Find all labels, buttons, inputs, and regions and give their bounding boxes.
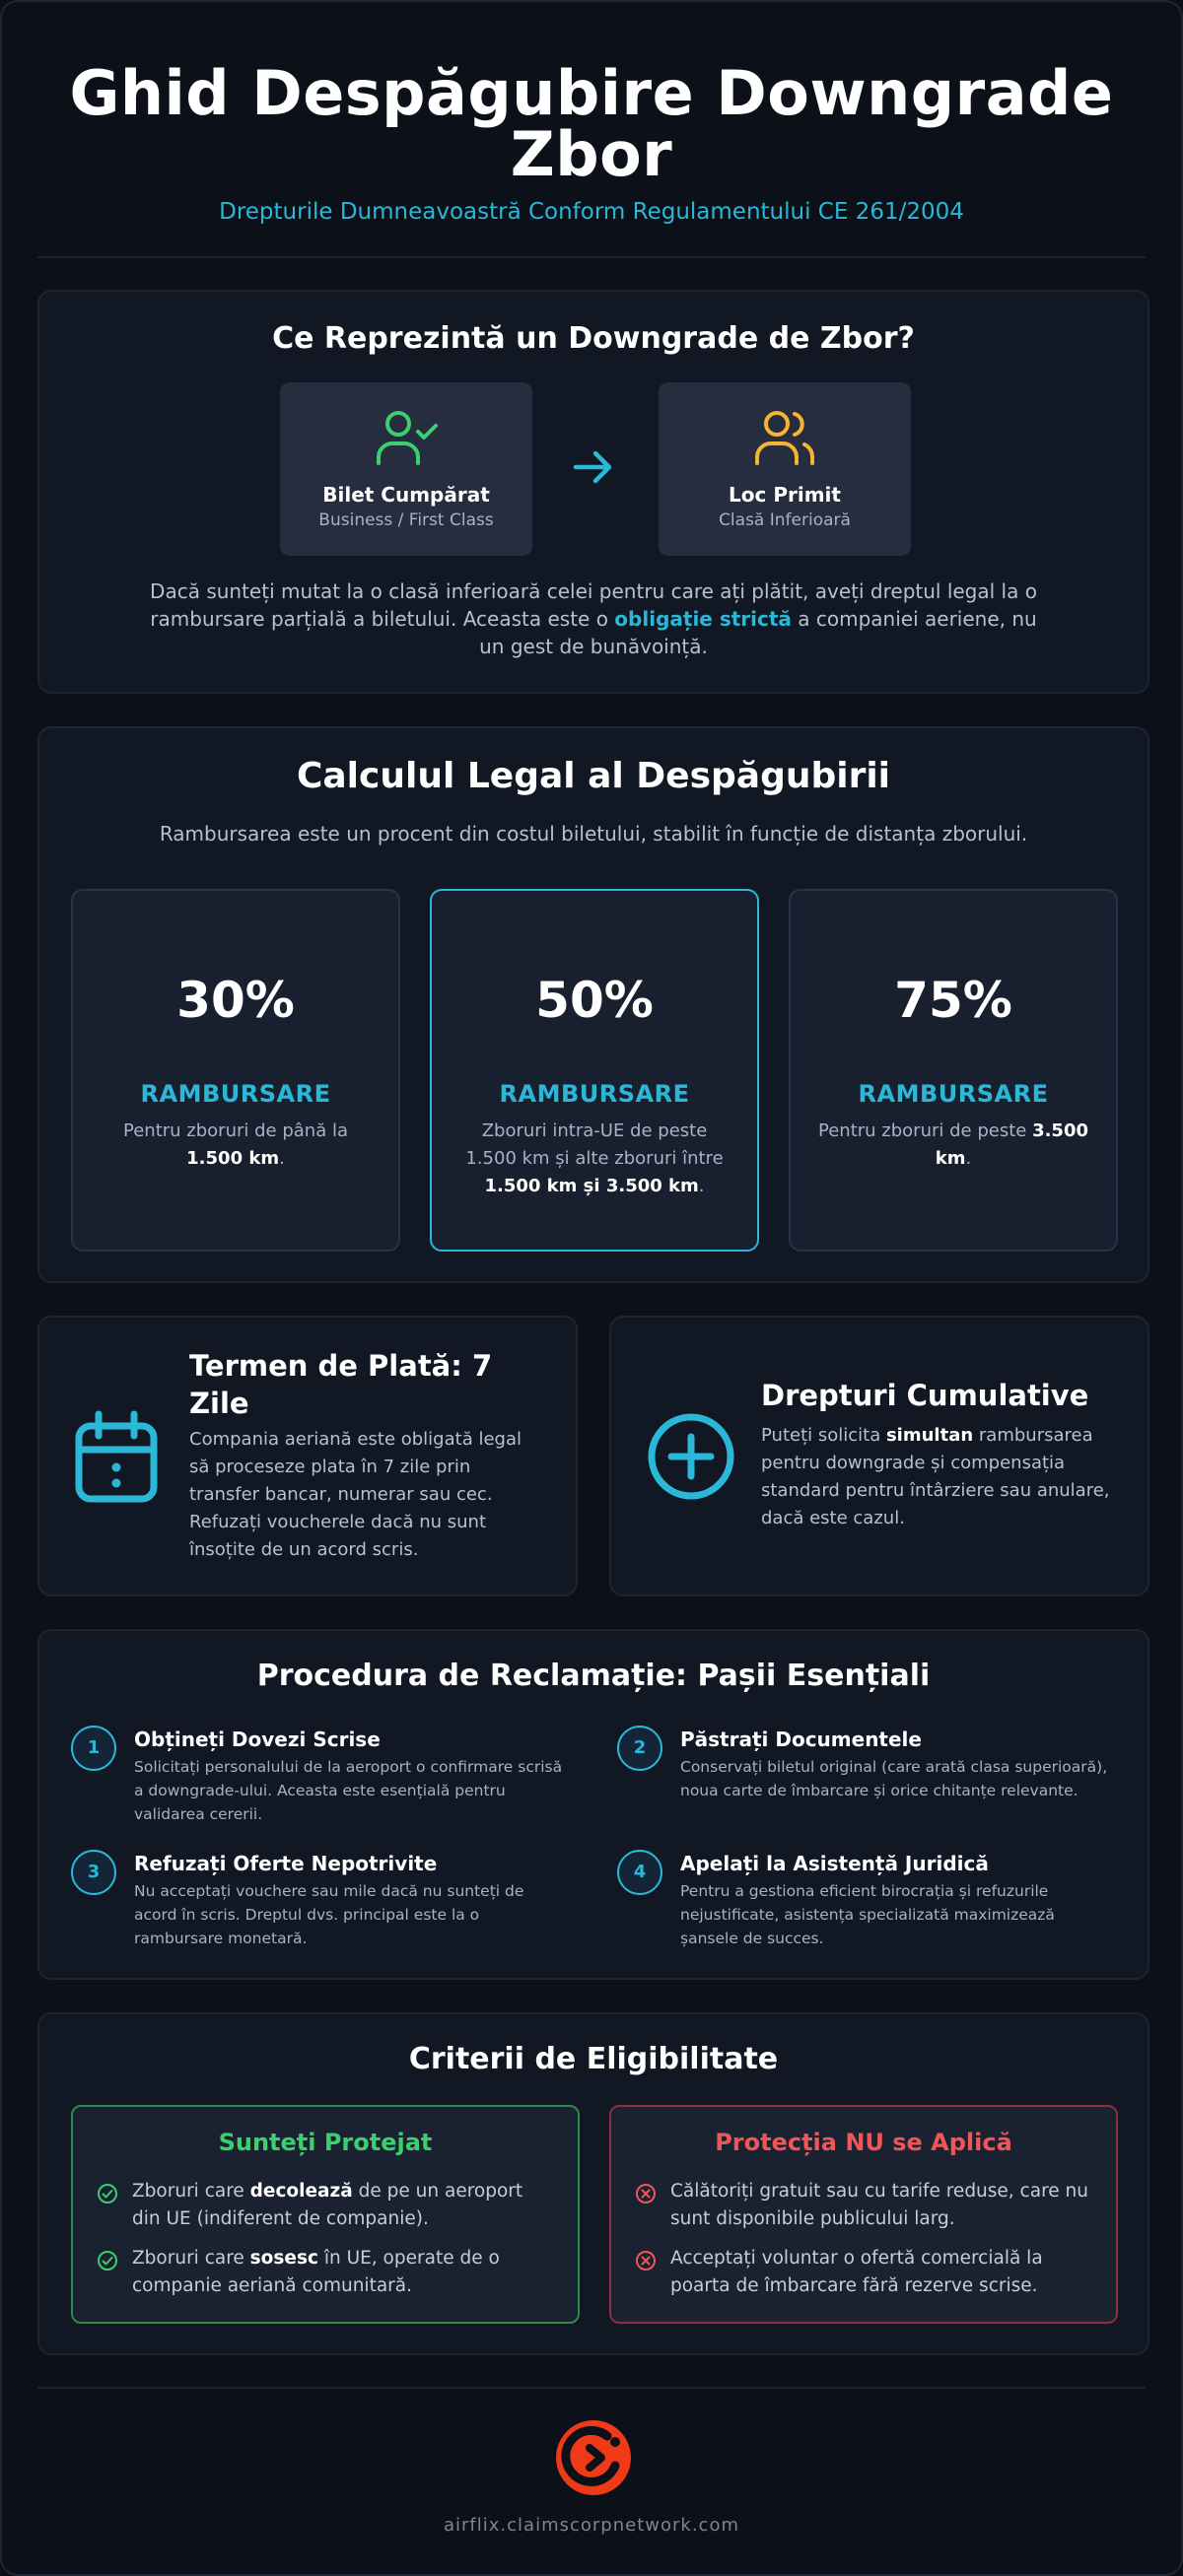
cumulative-title: Drepturi Cumulative <box>761 1379 1089 1412</box>
step-title: Obțineți Dovezi Scrise <box>134 1728 381 1751</box>
purchased-title: Bilet Cumpărat <box>322 483 490 507</box>
tier-percent: 75% <box>894 972 1012 1029</box>
step-body: Conservați biletul original (care arată clasa superioară), noua carte de îmbarcare și orice chitanțe relevante. <box>680 1758 1108 1799</box>
divider <box>37 2387 1146 2389</box>
tier-label: RAMBURSARE <box>858 1080 1049 1108</box>
page-subtitle: Drepturile Dumneavoastră Conform Regulamentului CE 261/2004 <box>219 199 964 225</box>
tier-card-30 <box>71 889 400 1252</box>
step-body: Solicitați personalului de la aeroport o confirmare scrisă a downgrade-ului. Aceasta este esențială pentru validarea cererii. <box>134 1758 563 1823</box>
users-icon <box>753 408 816 467</box>
tier-label: RAMBURSARE <box>499 1080 690 1108</box>
protected-card <box>71 2105 580 2324</box>
section-title: Procedura de Reclamație: Pașii Esențiali <box>256 1659 931 1693</box>
not-protected-title: Protecția NU se Aplică <box>715 2129 1012 2156</box>
payment-title: Termen de Plată: 7 Zile <box>189 1349 493 1420</box>
purchased-ticket-card <box>280 382 532 556</box>
tier-label: RAMBURSARE <box>140 1080 331 1108</box>
definition-text: Dacă sunteți mutat la o clasă inferioară celei pentru care ați plătit, aveți dreptul legal la o rambursare parțială a biletului. Aceasta este o obligație strictă a companiei aeriene, nu un gest de bunăvoință. <box>150 579 1037 658</box>
divider <box>37 256 1146 258</box>
procedure-section <box>37 1629 1149 1980</box>
plus-circle-icon <box>645 1410 737 1503</box>
calendar-icon <box>73 1410 160 1505</box>
check-circle-icon <box>97 2183 118 2204</box>
received-subtitle: Clasă Inferioară <box>719 510 851 530</box>
payment-body: Compania aeriană este obligată legal să proceseze plata în 7 zile prin transfer bancar, numerar sau cec. Refuzați voucherele dacă nu sunt însoțite de un acord scris. <box>189 1429 522 1560</box>
section-title: Ce Reprezintă un Downgrade de Zbor? <box>272 321 915 356</box>
arrow-right-icon <box>570 443 617 491</box>
cumulative-body: Puteți solicita simultan rambursarea pentru downgrade și compensația standard pentru întârziere sau anulare, dacă este cazul. <box>761 1425 1110 1528</box>
definition-section <box>37 290 1149 694</box>
protected-title: Sunteți Protejat <box>218 2129 433 2156</box>
payment-deadline-card <box>37 1316 578 1596</box>
x-circle-icon <box>635 2183 657 2204</box>
step-title: Refuzați Oferte Nepotrivite <box>134 1852 438 1875</box>
step-title: Apelați la Asistență Juridică <box>680 1852 989 1875</box>
list-item: Zboruri care decolează de pe un aeroport din UE (indiferent de companie). <box>97 2178 554 2233</box>
check-circle-icon <box>97 2250 118 2271</box>
calculation-section <box>37 726 1149 1283</box>
step-body: Pentru a gestiona eficient birocrația și refuzurile nejustificate, asistența specializată maximizează șansele de succes. <box>680 1882 1055 1947</box>
received-seat-card <box>659 382 911 556</box>
tier-percent: 50% <box>535 972 654 1029</box>
not-protected-card <box>609 2105 1118 2324</box>
brand-logo-icon <box>554 2418 633 2497</box>
list-item: Zboruri care sosesc în UE, operate de o companie aeriană comunitară. <box>97 2245 554 2300</box>
step-title: Păstrați Documentele <box>680 1728 922 1751</box>
step-body: Nu acceptați vouchere sau mile dacă nu sunteți de acord în scris. Dreptul dvs. principal este la o rambursare monetară. <box>134 1882 524 1947</box>
tier-card-75 <box>789 889 1118 1252</box>
list-item: Acceptați voluntar o ofertă comercială la poarta de îmbarcare fără rezerve scrise. <box>635 2245 1092 2300</box>
step-number: 3 <box>71 1850 116 1895</box>
tier-description: Zboruri intra-UE de peste 1.500 km și alte zboruri între 1.500 km și 3.500 km. <box>465 1120 724 1196</box>
footer-url: airflix.claimscorpnetwork.com <box>444 2515 739 2536</box>
tier-description: Pentru zboruri de până la 1.500 km. <box>123 1120 348 1169</box>
step-number: 1 <box>71 1726 116 1771</box>
section-title: Calculul Legal al Despăgubirii <box>296 756 891 796</box>
section-title: Criterii de Eligibilitate <box>408 2042 779 2076</box>
list-item: Călătoriți gratuit sau cu tarife reduse, care nu sunt disponibile publicului larg. <box>635 2178 1092 2233</box>
section-lead: Rambursarea este un procent din costul biletului, stabilit în funcție de distanța zborului. <box>159 822 1028 846</box>
tier-percent: 30% <box>176 972 295 1029</box>
header <box>37 57 1146 225</box>
eligibility-section <box>37 2012 1149 2355</box>
step-number: 2 <box>617 1726 662 1771</box>
tier-description: Pentru zboruri de peste 3.500 km. <box>818 1120 1088 1169</box>
step-number: 4 <box>617 1850 662 1895</box>
received-title: Loc Primit <box>729 483 841 507</box>
purchased-subtitle: Business / First Class <box>318 510 494 530</box>
highlight-text: obligație strictă <box>614 607 792 631</box>
user-check-icon <box>375 408 438 467</box>
tier-card-50 <box>430 889 759 1252</box>
x-circle-icon <box>635 2250 657 2271</box>
page-title: Ghid Despăgubire Downgrade Zbor <box>69 57 1114 190</box>
cumulative-rights-card <box>609 1316 1149 1596</box>
